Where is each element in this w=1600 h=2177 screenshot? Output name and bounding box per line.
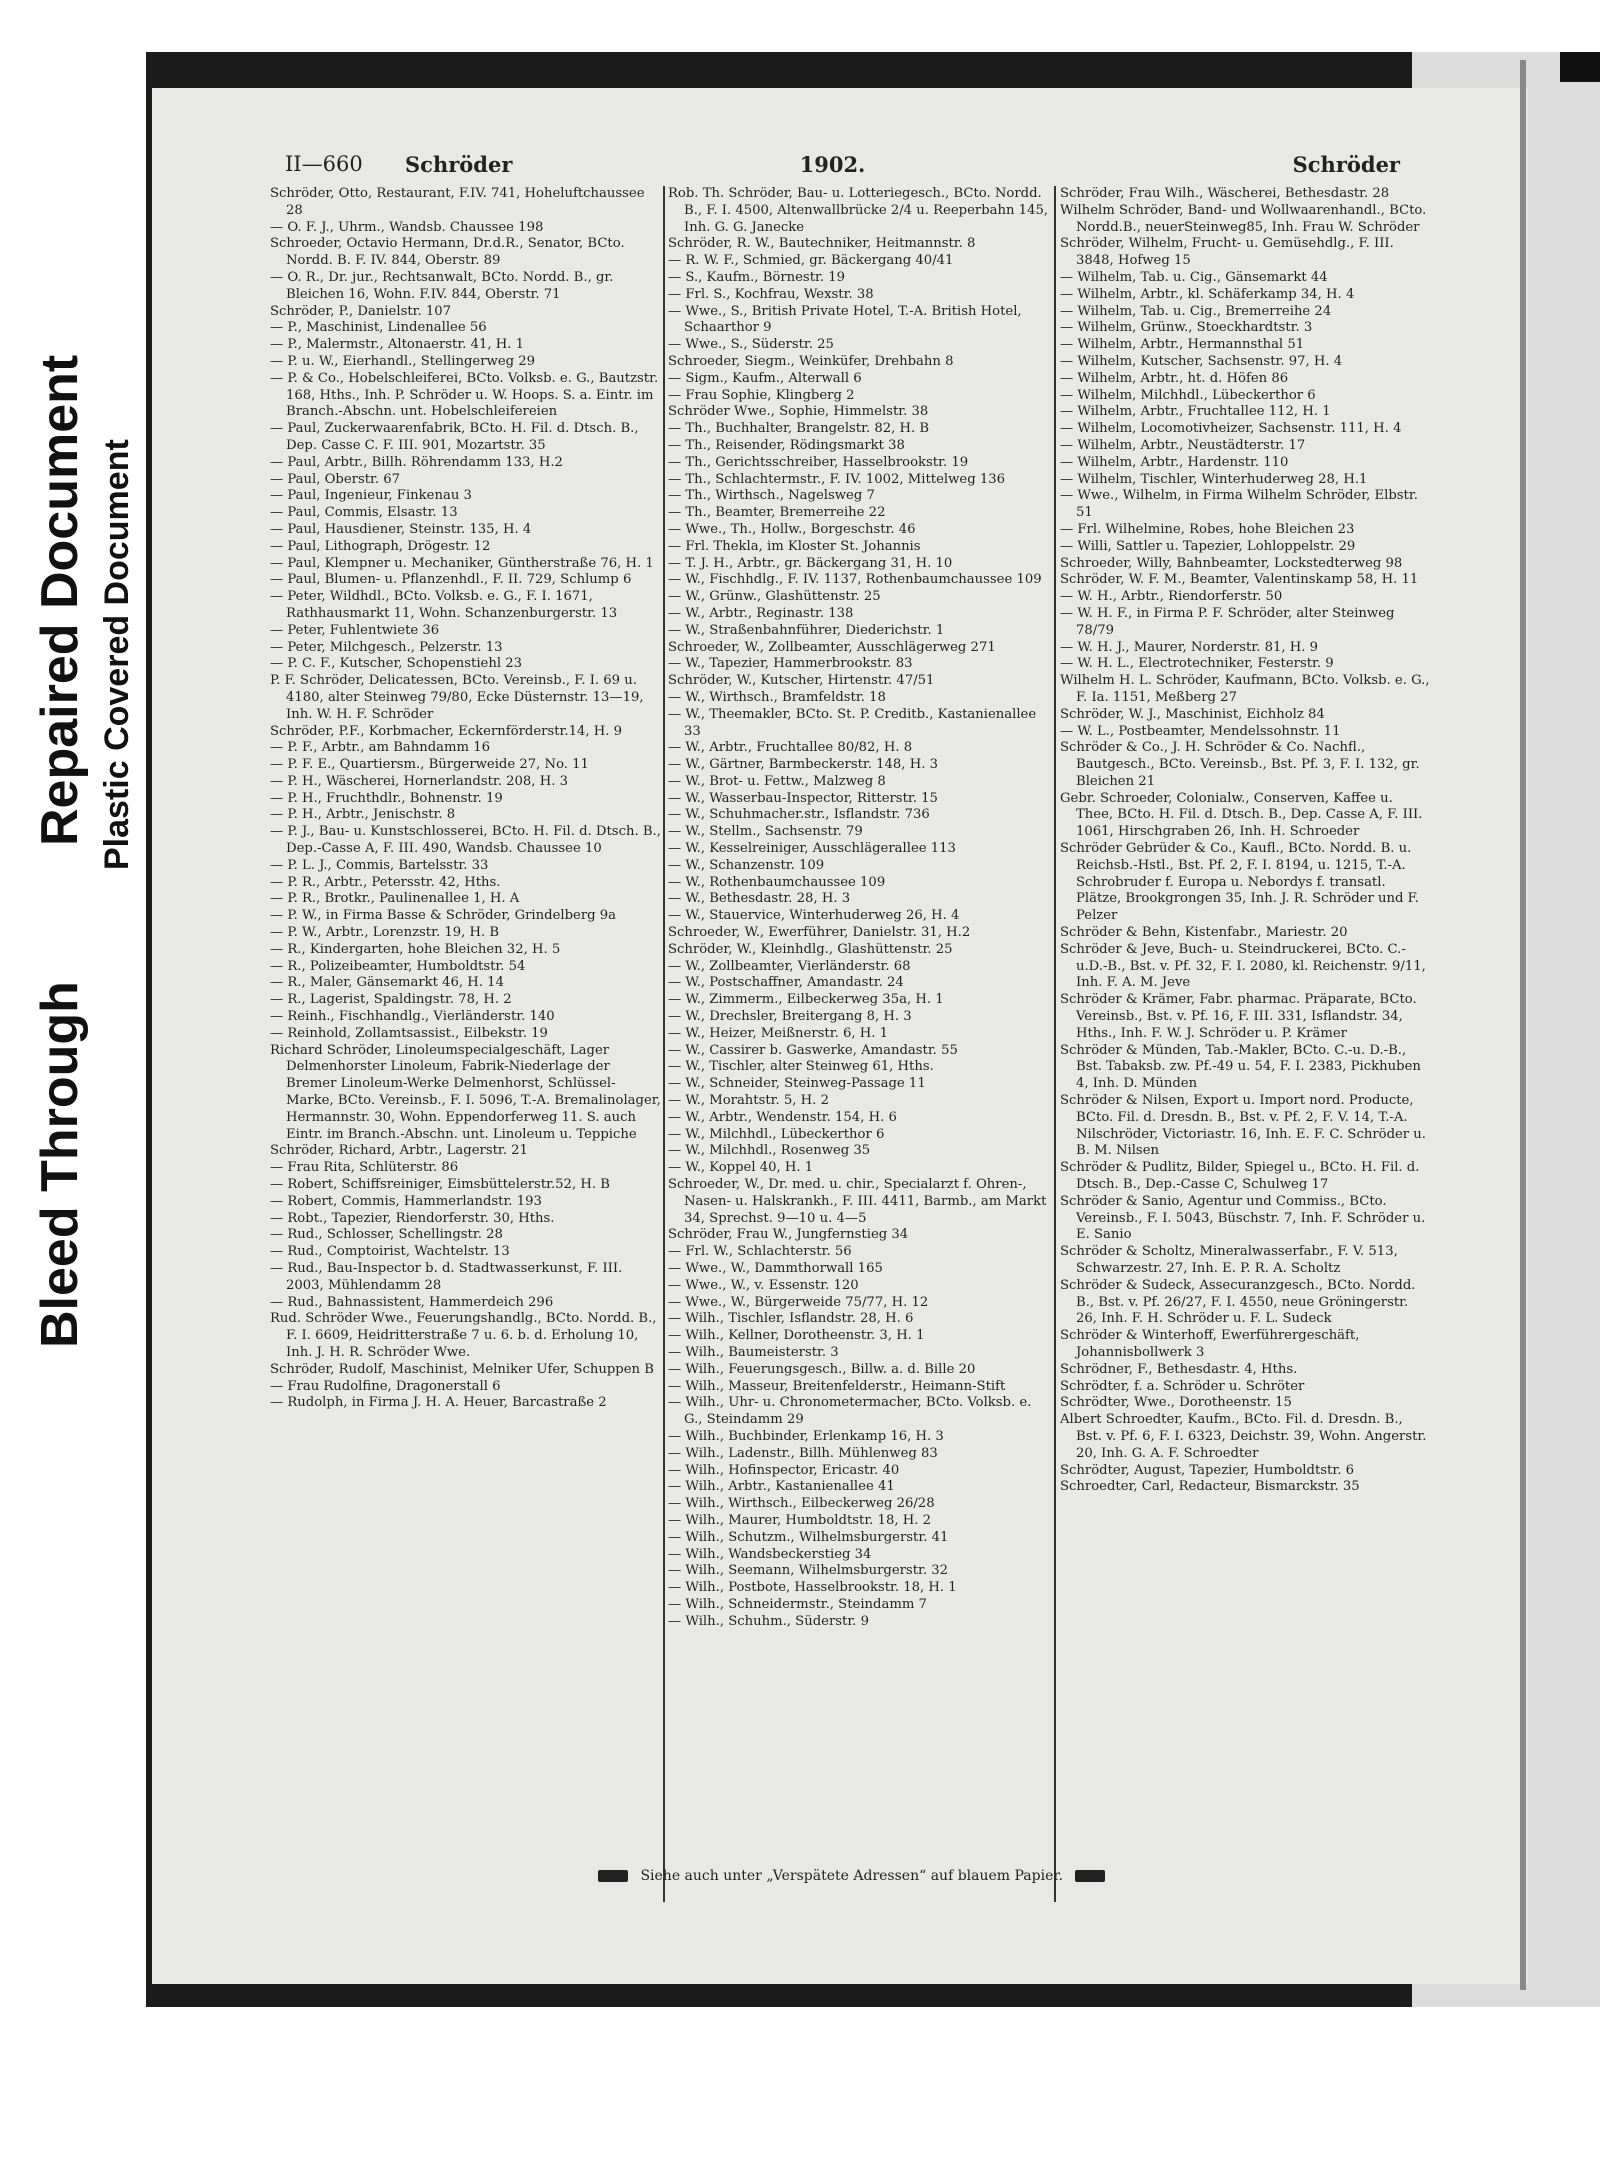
directory-entry: Schröder, W., Kleinhdlg., Glashüttenstr. 25 bbox=[668, 941, 953, 957]
directory-entry: — Peter, Milchgesch., Pelzerstr. 13 bbox=[270, 639, 503, 655]
directory-entry: — R., Polizeibeamter, Humboldtstr. 54 bbox=[270, 958, 526, 974]
directory-entry: — W., Rothenbaumchaussee 109 bbox=[668, 874, 886, 890]
directory-entry: — W., Wasserbau-Inspector, Ritterstr. 15 bbox=[668, 790, 938, 806]
directory-entry: — Th., Gerichtsschreiber, Hasselbrookstr. 19 bbox=[668, 454, 969, 470]
directory-entry: — R., Kindergarten, hohe Bleichen 32, H. 5 bbox=[270, 941, 561, 957]
directory-entry: — Wilh., Hofinspector, Ericastr. 40 bbox=[668, 1462, 900, 1478]
page-number: II—660 bbox=[285, 152, 363, 176]
directory-entry: — P., Maschinist, Lindenallee 56 bbox=[270, 320, 487, 336]
directory-entry: Schroeder, Siegm., Weinküfer, Drehbahn 8 bbox=[668, 353, 954, 369]
directory-entry: — W., Drechsler, Breitergang 8, H. 3 bbox=[668, 1009, 912, 1025]
directory-entry: Schrödter, f. a. Schröder u. Schröter bbox=[1060, 1378, 1305, 1394]
directory-entry: — P. H., Fruchthdlr., Bohnenstr. 19 bbox=[270, 790, 503, 806]
directory-entry: — W., Zimmerm., Eilbeckerweg 35a, H. 1 bbox=[668, 992, 944, 1008]
directory-entry: — Paul, Blumen- u. Pflanzenhdl., F. II. 729, Schlump 6 bbox=[270, 572, 632, 588]
directory-entry: — R., Maler, Gänsemarkt 46, H. 14 bbox=[270, 975, 504, 991]
directory-entry: — Th., Buchhalter, Brangelstr. 82, H. B bbox=[668, 421, 930, 437]
directory-entry: — Frau Rudolfine, Dragonerstall 6 bbox=[270, 1378, 501, 1394]
directory-entry: — Peter, Wildhdl., BCto. Volksb. e. G., F. I. 1671, Rathhausmarkt 11, Wohn. Schanzenburgerstr. 13 bbox=[270, 589, 618, 621]
directory-entry: Schröder, Frau Wilh., Wäscherei, Bethesdastr. 28 bbox=[1060, 186, 1390, 201]
directory-entry: — W., Stauervice, Winterhuderweg 26, H. 4 bbox=[668, 908, 960, 924]
directory-entry: — Th., Schlachtermstr., F. IV. 1002, Mittelweg 136 bbox=[668, 471, 1005, 487]
directory-entry: — W., Schuhmacher.str., Isflandstr. 736 bbox=[668, 807, 930, 823]
directory-entry: — Wilh., Postbote, Hasselbrookstr. 18, H. 1 bbox=[668, 1580, 957, 1596]
directory-entry: — Th., Wirthsch., Nagelsweg 7 bbox=[668, 488, 875, 504]
directory-entry: Schroeder, W., Zollbeamter, Ausschlägerweg 271 bbox=[668, 639, 996, 655]
directory-entry: — Wilhelm, Arbtr., Neustädterstr. 17 bbox=[1060, 437, 1306, 453]
directory-entry: — Frau Sophie, Klingberg 2 bbox=[668, 387, 855, 403]
directory-entry: Schröder Wwe., Sophie, Himmelstr. 38 bbox=[668, 404, 929, 420]
directory-entry: Schroeder, W., Ewerführer, Danielstr. 31, H.2 bbox=[668, 925, 971, 941]
repaired-document-label: Repaired Document bbox=[31, 354, 89, 846]
header-right-name: Schröder bbox=[1292, 152, 1400, 177]
directory-entry: — W. H., Arbtr., Riendorferstr. 50 bbox=[1060, 589, 1283, 605]
directory-entry: — Wwe., S., British Private Hotel, T.-A. British Hotel, Schaarthor 9 bbox=[668, 303, 1022, 336]
directory-entry: — P. R., Brotkr., Paulinenallee 1, H. A bbox=[270, 891, 520, 907]
directory-entry: — Reinh., Fischhandlg., Vierländerstr. 140 bbox=[270, 1009, 555, 1025]
directory-entry: — W., Theemakler, BCto. St. P. Creditb., Kastanienallee 33 bbox=[668, 706, 1037, 739]
directory-entry: — Wwe., W., Bürgerweide 75/77, H. 12 bbox=[668, 1294, 929, 1310]
directory-entry: — Sigm., Kaufm., Alterwall 6 bbox=[668, 370, 862, 386]
directory-entry: — T. J. H., Arbtr., gr. Bäckergang 31, H. 10 bbox=[668, 555, 953, 571]
directory-entry: — Paul, Lithograph, Drögestr. 12 bbox=[270, 538, 491, 554]
directory-entry: — Paul, Klempner u. Mechaniker, Güntherstraße 76, H. 1 bbox=[270, 555, 654, 571]
directory-entry: — W., Straßenbahnführer, Diederichstr. 1 bbox=[668, 622, 945, 638]
directory-entry: — Th., Reisender, Rödingsmarkt 38 bbox=[668, 437, 905, 453]
directory-entry: — Wilh., Wirthsch., Eilbeckerweg 26/28 bbox=[668, 1496, 935, 1512]
directory-entry: — Wilh., Tischler, Isflandstr. 28, H. 6 bbox=[668, 1311, 914, 1327]
directory-entry: Schröder, Frau W., Jungfernstieg 34 bbox=[668, 1227, 909, 1243]
directory-entry: — Rud., Bau-Inspector b. d. Stadtwasserkunst, F. III. 2003, Mühlendamm 28 bbox=[270, 1261, 623, 1293]
page-edge bbox=[1520, 60, 1526, 1990]
directory-entry: Schroeder, Octavio Hermann, Dr.d.R., Senator, BCto. Nordd. B. F. IV. 844, Oberstr. 89 bbox=[270, 236, 625, 269]
directory-entry: — Th., Beamter, Bremerreihe 22 bbox=[668, 505, 886, 521]
directory-entry: — Paul, Hausdiener, Steinstr. 135, H. 4 bbox=[270, 521, 532, 537]
directory-entry: — Wilhelm, Tischler, Winterhuderweg 28, H.1 bbox=[1060, 471, 1368, 487]
directory-entry: Rud. Schröder Wwe., Feuerungshandlg., BCto. Nordd. B., F. I. 6609, Heidritterstraße 7 u. 6. b. d. Erholung 10, Inh. J. H. R. Schröder Wwe. bbox=[270, 1311, 657, 1360]
directory-entry: — Rudolph, in Firma J. H. A. Heuer, Barcastraße 2 bbox=[270, 1395, 607, 1411]
directory-entry: — O. F. J., Uhrm., Wandsb. Chaussee 198 bbox=[270, 219, 544, 235]
directory-entry: Schröder, R. W., Bautechniker, Heitmannstr. 8 bbox=[668, 236, 976, 252]
directory-entry: Gebr. Schroeder, Colonialw., Conserven, Kaffee u. Thee, BCto. H. Fil. d. Dtsch. B., Dep. Casse A, F. III. 1061, Hirschgraben 26, Inh. H. Schroeder bbox=[1060, 790, 1423, 840]
directory-entry: Albert Schroedter, Kaufm., BCto. Fil. d. Dresdn. B., Bst. v. Pf. 6, F. I. 6323, Deichstr. 39, Wohn. Angerstr. 20, Inh. G. A. F. Schroedter bbox=[1060, 1412, 1427, 1461]
directory-entry: — Wilh., Maurer, Humboldtstr. 18, H. 2 bbox=[668, 1512, 931, 1528]
directory-entry: Schröder & Winterhoff, Ewerführergeschäft, Johannisbollwerk 3 bbox=[1060, 1328, 1360, 1360]
directory-entry: — Peter, Fuhlentwiete 36 bbox=[270, 622, 440, 638]
directory-entry: Schröder & Münden, Tab.-Makler, BCto. C.-u. D.-B., Bst. Tabaksb. zw. Pf.-49 u. 54, F. I. 2383, Pickhuben 4, Inh. D. Münden bbox=[1060, 1042, 1421, 1092]
directory-entry: — R., Lagerist, Spaldingstr. 78, H. 2 bbox=[270, 992, 512, 1008]
directory-entry: — Wilh., Masseur, Breitenfelderstr., Heimann-Stift bbox=[668, 1378, 1006, 1394]
directory-entry: — P., Malermstr., Altonaerstr. 41, H. 1 bbox=[270, 337, 525, 353]
directory-entry: — W., Tischler, alter Steinweg 61, Hths. bbox=[668, 1059, 934, 1075]
directory-entry: — Frl. W., Schlachterstr. 56 bbox=[668, 1244, 852, 1260]
directory-entry: Schröder & Sudeck, Assecuranzgesch., BCto. Nordd. B., Bst. v. Pf. 26/27, F. I. 4550, neue Gröningerstr. 26, Inh. F. H. Schröder u. F. L. Sudeck bbox=[1060, 1277, 1416, 1327]
directory-entry: — Wwe., S., Süderstr. 25 bbox=[668, 337, 834, 353]
directory-entry: Schroedter, Carl, Redacteur, Bismarckstr. 35 bbox=[1060, 1479, 1360, 1495]
directory-entry: — W. L., Postbeamter, Mendelssohnstr. 11 bbox=[1060, 723, 1341, 739]
column-2 bbox=[668, 186, 1051, 1631]
directory-entry: — W., Cassirer b. Gaswerke, Amandastr. 55 bbox=[668, 1042, 958, 1058]
pointing-hand-icon bbox=[598, 1870, 628, 1882]
directory-entry: — Wilhelm, Arbtr., Fruchtallee 112, H. 1 bbox=[1060, 404, 1331, 420]
directory-entry: — Willi, Sattler u. Tapezier, Lohloppelstr. 29 bbox=[1060, 538, 1356, 554]
directory-entry: — Wilhelm, Locomotivheizer, Sachsenstr. 111, H. 4 bbox=[1060, 421, 1402, 437]
directory-entry: — Wilhelm, Arbtr., ht. d. Höfen 86 bbox=[1060, 370, 1289, 386]
directory-entry: — P. W., Arbtr., Lorenzstr. 19, H. B bbox=[270, 925, 500, 941]
directory-entry: Schrödner, F., Bethesdastr. 4, Hths. bbox=[1060, 1361, 1298, 1377]
directory-entry: — P. W., in Firma Basse & Schröder, Grindelberg 9a bbox=[270, 908, 617, 924]
directory-entry: — Robt., Tapezier, Riendorferstr. 30, Hths. bbox=[270, 1210, 555, 1226]
directory-entry: — Paul, Oberstr. 67 bbox=[270, 471, 401, 487]
directory-entry: Schröder & Pudlitz, Bilder, Spiegel u., BCto. H. Fil. d. Dtsch. B., Dep.-Casse C, Schulweg 17 bbox=[1060, 1160, 1420, 1193]
directory-entry: — Wilh., Wandsbeckerstieg 34 bbox=[668, 1546, 872, 1562]
directory-entry: — Wilhelm, Arbtr., Hardenstr. 110 bbox=[1060, 454, 1289, 470]
directory-entry: Schröder, W. F. M., Beamter, Valentinskamp 58, H. 11 bbox=[1060, 572, 1419, 588]
directory-entry: — W., Postschaffner, Amandastr. 24 bbox=[668, 975, 904, 991]
directory-entry: — Wilhelm, Arbtr., kl. Schäferkamp 34, H. 4 bbox=[1060, 286, 1355, 302]
directory-entry: — W. H. L., Electrotechniker, Festerstr. 9 bbox=[1060, 656, 1334, 672]
header-year: 1902. bbox=[799, 152, 866, 177]
directory-entry: — R. W. F., Schmied, gr. Bäckergang 40/41 bbox=[668, 253, 954, 269]
directory-entry: — W., Zollbeamter, Vierländerstr. 68 bbox=[668, 958, 911, 974]
directory-entry: Schrödter, August, Tapezier, Humboldtstr. 6 bbox=[1060, 1462, 1354, 1478]
directory-entry: — Robert, Schiffsreiniger, Eimsbüttelerstr.52, H. B bbox=[270, 1177, 610, 1193]
directory-entry: — Wilh., Baumeisterstr. 3 bbox=[668, 1344, 839, 1360]
directory-entry: — W. H. J., Maurer, Norderstr. 81, H. 9 bbox=[1060, 639, 1319, 655]
directory-entry: — Wilhelm, Milchhdl., Lübeckerthor 6 bbox=[1060, 387, 1316, 403]
directory-entry: Schröder & Behn, Kistenfabr., Mariestr. 20 bbox=[1060, 925, 1348, 941]
directory-entry: Schröder & Krämer, Fabr. pharmac. Präparate, BCto. Vereinsb., Bst. v. Pf. 16, F. III. 331, Isflandstr. 34, Hths., Inh. F. W. J. Schröder u. P. Krämer bbox=[1060, 992, 1417, 1041]
directory-entry: Schröder Gebrüder & Co., Kaufl., BCto. Nordd. B. u. Reichsb.-Hstl., Bst. Pf. 2, F. I. 8194, u. 1215, T.-A. Schrobruder f. Europa u. Nebordys f. transatl. Plätze, Brookgrongen 35, Inh. J. R. Schröder und F. Pelzer bbox=[1060, 841, 1419, 924]
directory-entry: Richard Schröder, Linoleumspecialgeschäft, Lager Delmenhorster Linoleum, Fabrik-Niederlage der Bremer Linoleum-Werke Delmenhorst, Schlüssel-Marke, BCto. Vereinsb., F. I. 5096, T.-A. Bremalinolager, Hermannstr. 30, Wohn. Eppendorferweg 11. S. auch Eintr. im Branch.-Abschn. unt. Linoleum u. Teppiche bbox=[270, 1042, 661, 1142]
directory-entry: — Wwe., W., Dammthorwall 165 bbox=[668, 1261, 883, 1276]
directory-entry: — Wwe., W., v. Essenstr. 120 bbox=[668, 1277, 859, 1293]
directory-entry: — Rud., Comptoirist, Wachtelstr. 13 bbox=[270, 1244, 510, 1260]
directory-entry: — Frau Rita, Schlüterstr. 86 bbox=[270, 1160, 459, 1176]
directory-entry: — Wilh., Seemann, Wilhelmsburgerstr. 32 bbox=[668, 1563, 949, 1579]
column-divider bbox=[663, 186, 665, 1902]
directory-entry: — Wilh., Uhr- u. Chronometermacher, BCto. Volksb. e. G., Steindamm 29 bbox=[668, 1395, 1032, 1428]
page-footer bbox=[590, 1868, 1113, 1884]
directory-entry: — W., Arbtr., Wendenstr. 154, H. 6 bbox=[668, 1109, 897, 1125]
column-3 bbox=[1060, 186, 1432, 1496]
directory-entry: — W., Brot- u. Fettw., Malzweg 8 bbox=[668, 773, 886, 789]
directory-entry: — S., Kaufm., Börnestr. 19 bbox=[668, 269, 846, 285]
directory-entry: — Paul, Arbtr., Billh. Röhrendamm 133, H.2 bbox=[270, 454, 563, 470]
directory-entry: Schröder, Otto, Restaurant, F.IV. 741, Hoheluftchaussee 28 bbox=[270, 186, 645, 218]
directory-entry: Schröder & Jeve, Buch- u. Steindruckerei, BCto. C.-u.D.-B., Bst. v. Pf. 32, F. I. 2080, kl. Reichenstr. 9/11, Inh. F. A. M. Jeve bbox=[1060, 941, 1426, 991]
directory-entry: — W., Tapezier, Hammerbrookstr. 83 bbox=[668, 656, 913, 672]
directory-entry: — W., Arbtr., Reginastr. 138 bbox=[668, 605, 854, 621]
directory-entry: — Wilh., Feuerungsgesch., Billw. a. d. Bille 20 bbox=[668, 1361, 976, 1377]
directory-entry: — Robert, Commis, Hammerlandstr. 193 bbox=[270, 1193, 542, 1209]
directory-entry: — P. & Co., Hobelschleiferei, BCto. Volksb. e. G., Bautzstr. 168, Hths., Inh. P. Schröder u. W. Hoops. S. a. Eintr. im Branch.-Abschn. unt. Hobelschleifereien bbox=[270, 370, 659, 420]
directory-entry: — W., Grünw., Glashüttenstr. 25 bbox=[668, 589, 881, 605]
directory-entry: Schröder, Richard, Arbtr., Lagerstr. 21 bbox=[270, 1143, 528, 1159]
directory-entry: — Wwe., Th., Hollw., Borgeschstr. 46 bbox=[668, 521, 916, 537]
directory-entry: Schrödter, Wwe., Dorotheenstr. 15 bbox=[1060, 1395, 1292, 1411]
directory-entry: Wilhelm Schröder, Band- und Wollwaarenhandl., BCto. Nordd.B., neuerSteinweg85, Inh. Frau W. Schröder bbox=[1060, 202, 1427, 235]
directory-entry: Schröder, P.F., Korbmacher, Eckernförderstr.14, H. 9 bbox=[270, 723, 623, 739]
directory-entry: — W., Schanzenstr. 109 bbox=[668, 857, 825, 873]
page-header bbox=[265, 152, 1400, 182]
directory-entry: — W., Stellm., Sachsenstr. 79 bbox=[668, 824, 863, 840]
directory-entry: Schroeder, Willy, Bahnbeamter, Lockstedterweg 98 bbox=[1060, 555, 1403, 571]
directory-entry: — Wwe., Wilhelm, in Firma Wilhelm Schröder, Elbstr. 51 bbox=[1060, 488, 1418, 521]
directory-entry: P. F. Schröder, Delicatessen, BCto. Vereinsb., F. I. 69 u. 4180, alter Steinweg 79/80, Ecke Düsternstr. 13—19, Inh. W. H. F. Schröder bbox=[270, 673, 644, 722]
directory-entry: — W., Arbtr., Fruchtallee 80/82, H. 8 bbox=[668, 740, 913, 756]
directory-entry: — P. J., Bau- u. Kunstschlosserei, BCto. H. Fil. d. Dtsch. B., Dep.-Casse A, F. III. 490, Wandsb. Chaussee 10 bbox=[270, 824, 661, 857]
directory-entry: — Paul, Commis, Elsastr. 13 bbox=[270, 505, 458, 521]
directory-entry: Schröder, Rudolf, Maschinist, Melniker Ufer, Schuppen B bbox=[270, 1361, 654, 1377]
directory-entry: Schröder & Scholtz, Mineralwasserfabr., F. V. 513, Schwarzestr. 27, Inh. E. P. R. A. Scholtz bbox=[1060, 1244, 1398, 1276]
directory-entry: — Wilhelm, Arbtr., Hermannsthal 51 bbox=[1060, 337, 1305, 353]
directory-entry: — W., Milchhdl., Rosenweg 35 bbox=[668, 1143, 871, 1159]
pointing-hand-icon bbox=[1075, 1870, 1105, 1882]
directory-entry: — Wilhelm, Grünw., Stoeckhardtstr. 3 bbox=[1060, 320, 1313, 336]
directory-entry: Rob. Th. Schröder, Bau- u. Lotteriegesch., BCto. Nordd. B., F. I. 4500, Altenwallbrücke 2/4 u. Reeperbahn 145, Inh. G. G. Janecke bbox=[668, 186, 1049, 235]
directory-entry: Schröder, W., Kutscher, Hirtenstr. 47/51 bbox=[668, 673, 935, 689]
directory-entry: Schröder, Wilhelm, Frucht- u. Gemüsehdlg., F. III. 3848, Hofweg 15 bbox=[1060, 236, 1394, 269]
directory-entry: — Paul, Zuckerwaarenfabrik, BCto. H. Fil. d. Dtsch. B., Dep. Casse C. F. III. 901, Mozartstr. 35 bbox=[270, 421, 639, 453]
plastic-covered-label: Plastic Covered Document bbox=[98, 439, 136, 870]
directory-entry: Schröder, P., Danielstr. 107 bbox=[270, 303, 452, 319]
directory-entry: — P. H., Arbtr., Jenischstr. 8 bbox=[270, 807, 456, 823]
directory-entry: — W., Milchhdl., Lübeckerthor 6 bbox=[668, 1126, 885, 1142]
directory-entry: — Frl. Thekla, im Kloster St. Johannis bbox=[668, 538, 921, 554]
directory-entry: — W., Wirthsch., Bramfeldstr. 18 bbox=[668, 689, 886, 705]
directory-entry: Schröder & Nilsen, Export u. Import nord. Producte, BCto. Fil. d. Dresdn. B., Bst. v. Pf. 2, F. V. 14, T.-A. Nilschröder, Victoriastr. 16, Inh. E. F. C. Schröder u. B. M. Nilsen bbox=[1060, 1093, 1426, 1159]
directory-entry: — P. F., Arbtr., am Bahndamm 16 bbox=[270, 740, 491, 756]
directory-entry: — Rud., Schlosser, Schellingstr. 28 bbox=[270, 1227, 503, 1243]
directory-entry: — W., Gärtner, Barmbeckerstr. 148, H. 3 bbox=[668, 757, 938, 773]
directory-entry: — Paul, Ingenieur, Finkenau 3 bbox=[270, 488, 472, 504]
directory-entry: — Wilhelm, Tab. u. Cig., Gänsemarkt 44 bbox=[1060, 269, 1328, 285]
directory-entry: — Rud., Bahnassistent, Hammerdeich 296 bbox=[270, 1294, 554, 1310]
directory-entry: — W., Kesselreiniger, Ausschlägerallee 113 bbox=[668, 841, 956, 857]
directory-entry: — P. F. E., Quartiersm., Bürgerweide 27, No. 11 bbox=[270, 757, 589, 773]
bleed-through-label: Bleed Through bbox=[31, 981, 89, 1348]
directory-entry: — P. u. W., Eierhandl., Stellingerweg 29 bbox=[270, 353, 536, 369]
directory-entry: Wilhelm H. L. Schröder, Kaufmann, BCto. Volksb. e. G., F. Ia. 1151, Meßberg 27 bbox=[1060, 673, 1430, 705]
directory-entry: — W. H. F., in Firma P. F. Schröder, alter Steinweg 78/79 bbox=[1060, 605, 1395, 638]
directory-entry: Schröder, W. J., Maschinist, Eichholz 84 bbox=[1060, 706, 1325, 722]
directory-entry: — W., Morahtstr. 5, H. 2 bbox=[668, 1093, 829, 1109]
directory-entry: — Wilh., Schutzm., Wilhelmsburgerstr. 41 bbox=[668, 1529, 949, 1545]
directory-entry: — W., Schneider, Steinweg-Passage 11 bbox=[668, 1076, 926, 1092]
directory-entry: — P. L. J., Commis, Bartelsstr. 33 bbox=[270, 857, 489, 873]
directory-entry: — W., Koppel 40, H. 1 bbox=[668, 1160, 814, 1176]
directory-entry: — Wilh., Arbtr., Kastanienallee 41 bbox=[668, 1479, 895, 1495]
directory-entry: — Wilhelm, Kutscher, Sachsenstr. 97, H. 4 bbox=[1060, 353, 1343, 369]
directory-entry: — Wilh., Ladenstr., Billh. Mühlenweg 83 bbox=[668, 1445, 938, 1461]
directory-entry: Schröder & Sanio, Agentur und Commiss., BCto. Vereinsb., F. I. 5043, Büschstr. 7, Inh. F. Schröder u. E. Sanio bbox=[1060, 1193, 1426, 1243]
directory-entry: Schroeder, W., Dr. med. u. chir., Specialarzt f. Ohren-, Nasen- u. Halskrankh., F. III. 4411, Barmb., am Markt 34, Sprechst. 9—10 u. 4—5 bbox=[668, 1177, 1047, 1226]
directory-entry: — Wilh., Buchbinder, Erlenkamp 16, H. 3 bbox=[668, 1428, 944, 1444]
column-divider bbox=[1054, 186, 1056, 1902]
directory-entry: — W., Heizer, Meißnerstr. 6, H. 1 bbox=[668, 1025, 889, 1041]
directory-entry: — P. C. F., Kutscher, Schopenstiehl 23 bbox=[270, 656, 523, 672]
directory-entry: — O. R., Dr. jur., Rechtsanwalt, BCto. Nordd. B., gr. Bleichen 16, Wohn. F.IV. 844, Oberstr. 71 bbox=[270, 269, 614, 302]
footer-note: Siehe auch unter „Verspätete Adressen“ auf blauem Papier. bbox=[640, 1868, 1063, 1884]
directory-entry: — Wilh., Kellner, Dorotheenstr. 3, H. 1 bbox=[668, 1328, 925, 1344]
directory-entry: — P. R., Arbtr., Petersstr. 42, Hths. bbox=[270, 874, 501, 890]
directory-entry: — Wilhelm, Tab. u. Cig., Bremerreihe 24 bbox=[1060, 303, 1332, 319]
directory-entry: — W., Fischhdlg., F. IV. 1137, Rothenbaumchaussee 109 bbox=[668, 572, 1042, 588]
directory-entry: — W., Bethesdastr. 28, H. 3 bbox=[668, 891, 851, 907]
column-1 bbox=[270, 186, 662, 1412]
directory-entry: — Reinhold, Zollamtsassist., Eilbekstr. 19 bbox=[270, 1025, 548, 1041]
directory-entry: — P. H., Wäscherei, Hornerlandstr. 208, H. 3 bbox=[270, 773, 568, 789]
directory-entry: — Frl. Wilhelmine, Robes, hohe Bleichen 23 bbox=[1060, 521, 1355, 537]
directory-entry: — Frl. S., Kochfrau, Wexstr. 38 bbox=[668, 286, 874, 302]
directory-entry: — Wilh., Schuhm., Süderstr. 9 bbox=[668, 1613, 869, 1629]
directory-entry: — Wilh., Schneidermstr., Steindamm 7 bbox=[668, 1596, 927, 1612]
corner-shadow bbox=[1560, 52, 1600, 82]
header-left-name: Schröder bbox=[405, 152, 513, 177]
directory-entry: Schröder & Co., J. H. Schröder & Co. Nachfl., Bautgesch., BCto. Vereinsb., Bst. Pf. 3, F. I. 132, gr. Bleichen 21 bbox=[1060, 740, 1420, 789]
